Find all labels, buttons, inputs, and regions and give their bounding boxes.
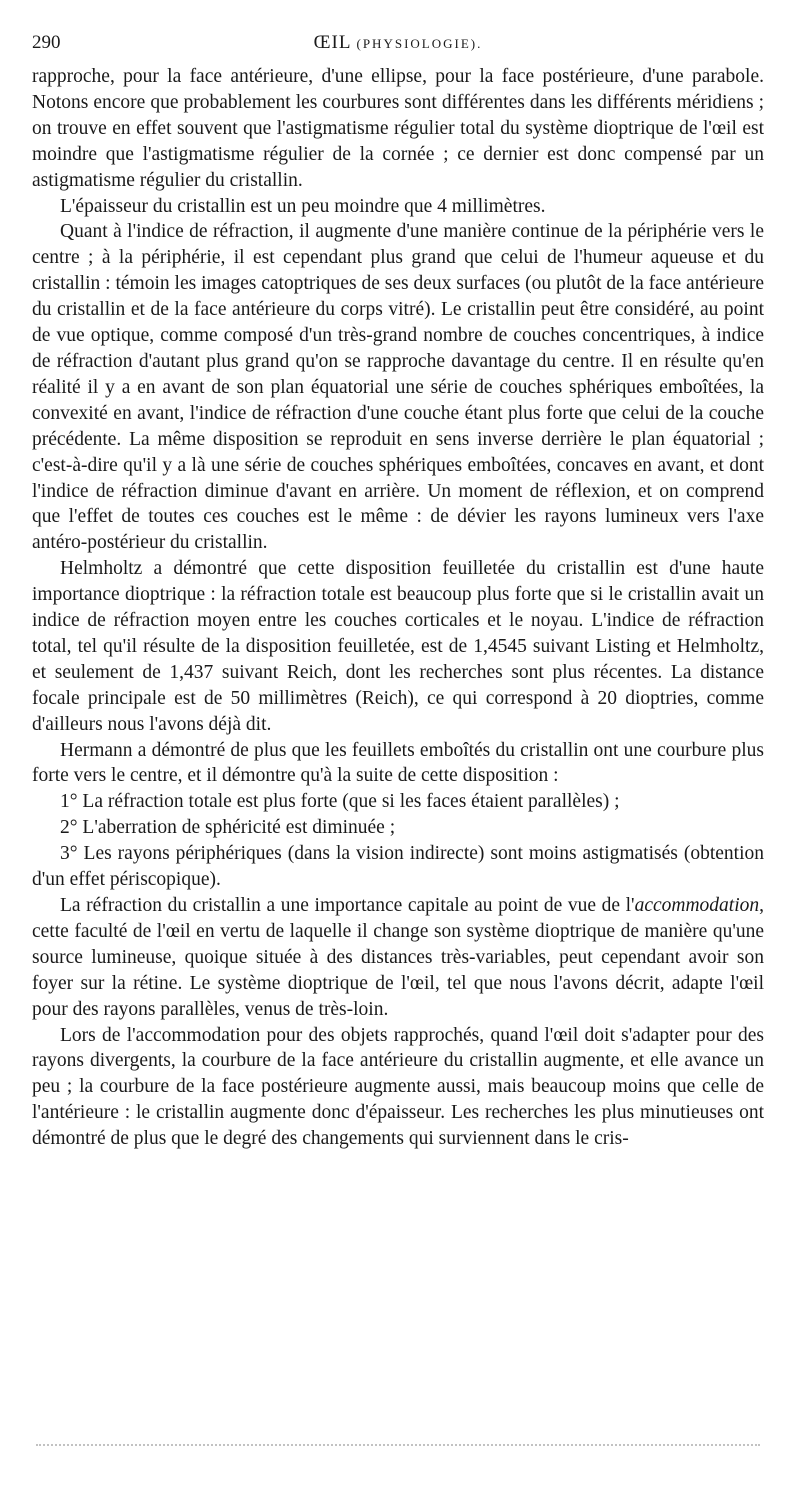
running-title [32,28,764,59]
paragraph: L'épaisseur du cristallin est un peu moindre que 4 millimètres. [60,195,546,217]
page-number: 290 [32,32,61,53]
list-item: 1° La réfraction totale est plus forte (que si les faces étaient parallèles) ; [60,791,620,813]
paragraph: Quant à l'indice de réfraction, il augmente d'une manière continue de la périphérie vers le centre ; à la périphérie, il est cependant plus grand que celui de l'humeur aqueuse et du cristallin : témoin les images catoptriques de ses deux surfaces (ou plutôt de la face antérieure du cristallin et de la face antérieure du corps vitré). Le cristallin peut être considéré, au point de vue optique, comme composé d'un très-grand nombre de couches concentriques, à indice de réfraction d'autant plus grand qu'on se rapproche davantage du centre. Il en résulte qu'en réalité il y a en avant de son plan équatorial une série de couches sphériques emboîtées, la convexité en avant, l'indice de réfraction d'une couche étant plus forte que celui de la couche précédente. La même disposition se reproduit en sens inverse derrière le plan équatorial ; c'est-à-dire qu'il y a là une série de couches sphériques emboîtées, concaves en avant, et dont l'indice de réfraction diminue d'avant en arrière. Un moment de réflexion, et on comprend que l'effet de toutes ces couches est le même : de dévier les rayons lumineux vers l'axe antéro-postérieur du cristallin. [32,221,764,554]
list-item: 3° Les rayons périphériques (dans la vision indirecte) sont moins astigmatisés (obtention d'un effet périscopique). [32,843,764,891]
page-header [32,28,764,58]
text-run: , cette faculté de l'œil en vertu de laquelle il change son système dioptrique de manière qu'une source lumineuse, quoique située à des distances très-variables, peut cependant avoir son foyer sur la rétine. Le système dioptrique de l'œil, tel que nous l'avons décrit, adapte l'œil pour des rayons parallèles, venus de très-loin. [32,895,764,1020]
running-title-main: ŒIL [313,32,351,53]
scan-bleed-through [36,1444,760,1450]
body-text [32,64,764,1152]
paragraph: rapproche, pour la face antérieure, d'une ellipse, pour la face postérieure, d'une parabole. Notons encore que probablement les courbures sont différentes dans les différents méridiens ; on trouve en effet souvent que l'astigmatisme régulier total du système dioptrique de l'œil est moindre que l'astigmatisme régulier de la cornée ; ce dernier est donc compensé par un astigmatisme régulier du cristallin. [32,66,764,191]
document-page [32,28,764,1152]
text-run: La réfraction du cristallin a une importance capitale au point de vue de l' [60,895,635,916]
paragraph: Helmholtz a démontré que cette disposition feuilletée du cristallin est d'une haute importance dioptrique : la réfraction totale est beaucoup plus forte que si le cristallin avait un indice de réfraction moyen entre les couches corticales et le noyau. L'indice de réfraction total, tel qu'il résulte de la disposition feuilletée, est de 1,4545 suivant Listing et Helmholtz, et seulement de 1,437 suivant Reich, dont les recherches sont plus récentes. La distance focale principale est de 50 millimètres (Reich), ce qui correspond à 20 dioptries, comme d'ailleurs nous l'avons déjà dit. [32,558,764,735]
paragraph: Hermann a démontré de plus que les feuillets emboîtés du cristallin ont une courbure plus forte vers le centre, et il démontre qu'à la suite de cette disposition : [32,739,764,787]
italic-term: accommodation [634,895,760,916]
paragraph: Lors de l'accommodation pour des objets rapprochés, quand l'œil doit s'adapter pour des rayons divergents, la courbure de la face antérieure du cristallin augmente, et elle avance un peu ; la courbure de la face postérieure augmente aussi, mais beaucoup moins que celle de l'antérieure : le cristallin augmente donc d'épaisseur. Les recherches les plus minutieuses ont démontré de plus que le degré des changements qui surviennent dans le cris- [32,1024,764,1150]
paragraph [32,893,764,1023]
running-title-subtitle: (PHYSIOLOGIE). [356,36,483,51]
list-item: 2° L'aberration de sphéricité est diminuée ; [60,817,396,839]
